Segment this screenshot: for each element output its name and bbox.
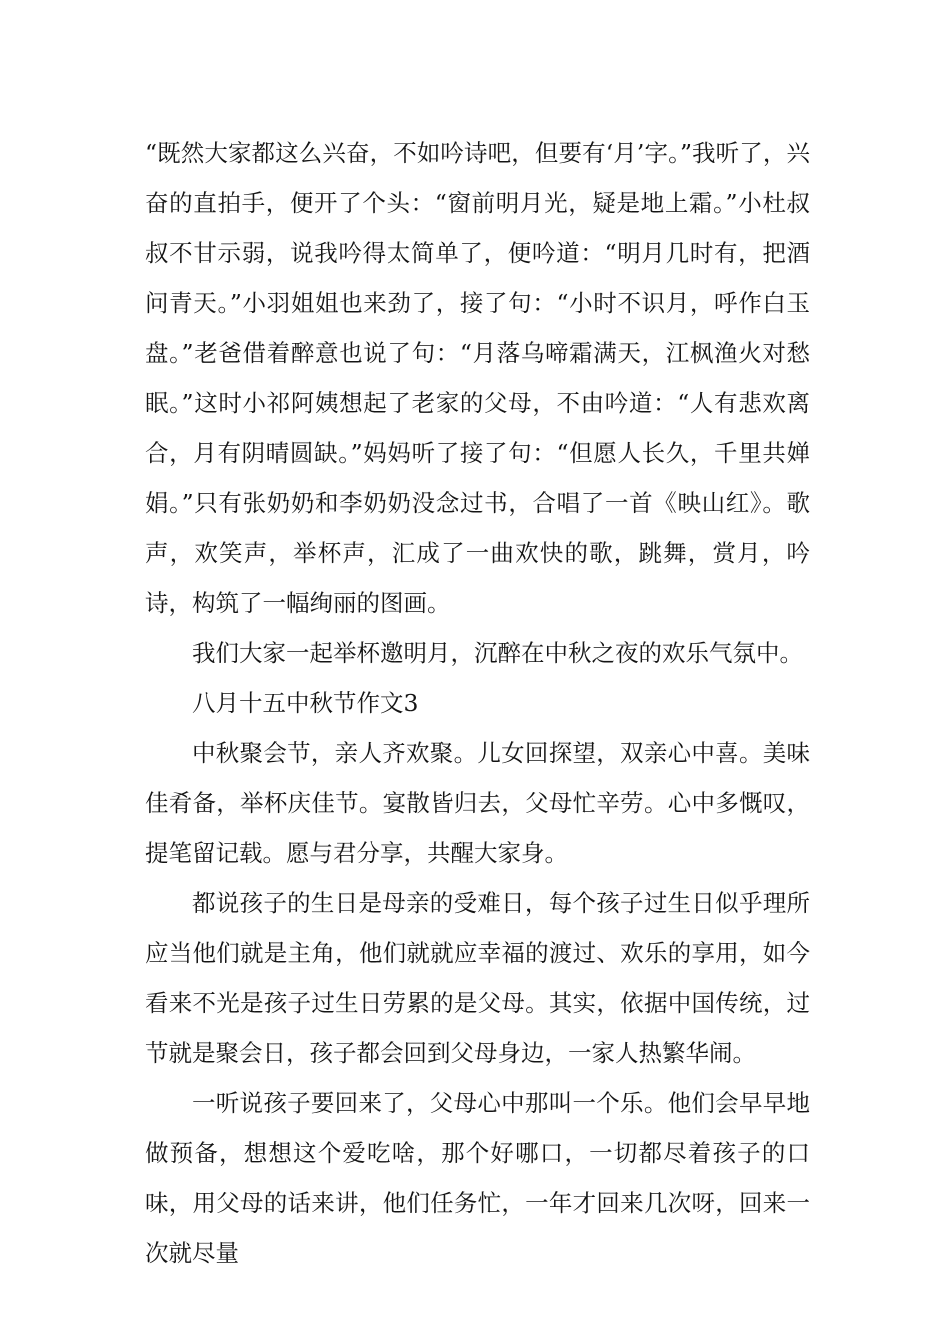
paragraph-birthday: 都说孩子的生日是母亲的受难日，每个孩子过生日似乎理所应当他们就是主角，他们就就应幸福的渡过、欢乐的享用，如今看来不光是孩子过生日劳累的是父母。其实，依据中国传统，过节就是聚会日，孩子都会回到父母身边，一家人热繁华闹。 — [145, 889, 810, 1067]
body-text — [145, 128, 810, 1278]
paragraph-poem-recital: “既然大家都这么兴奋，不如吟诗吧，但要有‘月’字。”我听了，兴奋的直拍手，便开了个头：“窗前明月光，疑是地上霜。”小杜叔叔不甘示弱，说我吟得太简单了，便吟道：“明月几时有，把酒问青天。”小羽姐姐也来劲了，接了句：“小时不识月，呼作白玉盘。”老爸借着醉意也说了句：“月落乌啼霜满天，江枫渔火对愁眠。”这时小祁阿姨想起了老家的父母，不由吟道：“人有悲欢离合，月有阴晴圆缺。”妈妈听了接了句：“但愿人长久，千里共婵娟。”只有张奶奶和李奶奶没念过书，合唱了一首《映山红》。歌声，欢笑声，举杯声，汇成了一曲欢快的歌，跳舞，赏月，吟诗，构筑了一幅绚丽的图画。 — [145, 139, 810, 617]
paragraph-festival-verse: 中秋聚会节，亲人齐欢聚。儿女回探望，双亲心中喜。美味佳肴备，举杯庆佳节。宴散皆归去，父母忙辛劳。心中多慨叹，提笔留记载。愿与君分享，共醒大家身。 — [145, 739, 810, 867]
section-heading: 八月十五中秋节作文3 — [192, 689, 419, 717]
paragraph-toast-moon: 我们大家一起举杯邀明月，沉醉在中秋之夜的欢乐气氛中。 — [192, 639, 803, 667]
paragraph-parents-prepare: 一听说孩子要回来了，父母心中那叫一个乐。他们会早早地做预备，想想这个爱吃啥，那个好哪口，一切都尽着孩子的口味，用父母的话来讲，他们任务忙，一年才回来几次呀，回来一次就尽量 — [145, 1089, 810, 1267]
